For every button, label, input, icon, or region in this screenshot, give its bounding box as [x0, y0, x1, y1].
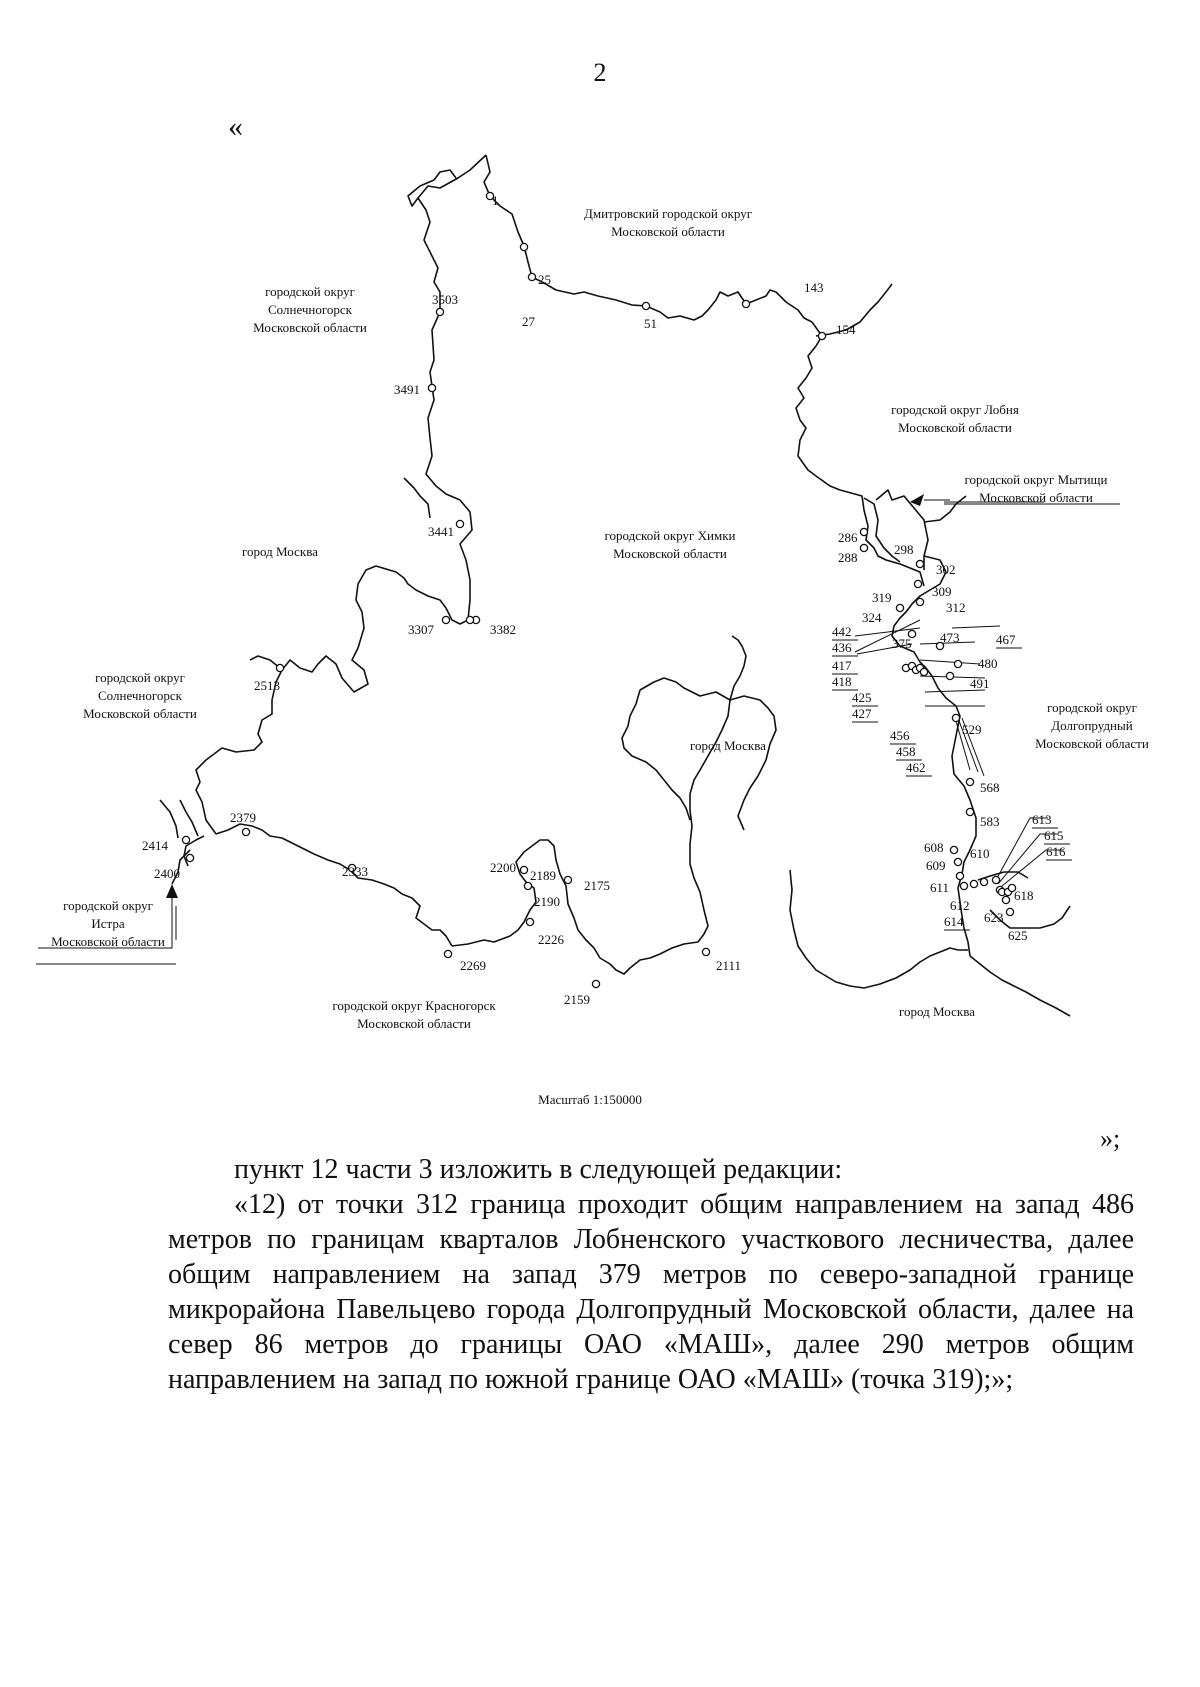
region-dolgoprudny-line3: Московской области	[1035, 736, 1149, 751]
page-number: 2	[593, 58, 607, 87]
region-dolgoprudny-line2: Долгопрудный	[1051, 718, 1133, 733]
region-istra-line2: Истра	[91, 916, 125, 931]
point-label: 625	[1008, 928, 1028, 943]
point-label: 154	[836, 322, 856, 337]
region-krasnogorsk-line2: Московской области	[357, 1016, 471, 1031]
point-label: 2400	[154, 866, 180, 881]
region-mytishchi-line1: городской округ Мытищи	[964, 472, 1108, 487]
point-label: 473	[940, 630, 960, 645]
region-solnechnogorsk-mid-line1: городской округ	[95, 670, 185, 685]
point-label: 1	[492, 193, 499, 208]
point-label: 615	[1044, 828, 1064, 843]
point-label: 2175	[584, 878, 610, 893]
closing-quote: »;	[1100, 1124, 1121, 1153]
point-label: 2513	[254, 678, 280, 693]
label-underlines	[36, 504, 1120, 964]
opening-quote: «	[228, 110, 243, 143]
region-solnechnogorsk-mid-line2: Солнечногорск	[98, 688, 182, 703]
point-label: 608	[924, 840, 944, 855]
point-label: 614	[944, 914, 964, 929]
point-label: 286	[838, 530, 858, 545]
point-label: 436	[832, 640, 852, 655]
point-label: 27	[522, 314, 535, 329]
point-label: 288	[838, 550, 858, 565]
region-solnechnogorsk-top-line3: Московской области	[253, 320, 367, 335]
region-lobnya-line2: Московской области	[898, 420, 1012, 435]
point-label: 3503	[432, 292, 458, 307]
region-mytishchi-line2: Московской области	[979, 490, 1093, 505]
point-label: 616	[1046, 844, 1066, 859]
point-label: 425	[852, 690, 872, 705]
point-label: 3382	[490, 622, 516, 637]
point-label: 417	[832, 658, 852, 673]
region-krasnogorsk-line1: городской округ Красногорск	[332, 998, 496, 1013]
point-label: 618	[1014, 888, 1034, 903]
point-label: 324	[862, 610, 882, 625]
region-lobnya-line1: городской округ Лобня	[891, 402, 1019, 417]
amendment-intro: пункт 12 части 3 изложить в следующей редакции:	[234, 1154, 843, 1185]
point-label: 2159	[564, 992, 590, 1007]
point-label: 2379	[230, 810, 256, 825]
point-label: 442	[832, 624, 852, 639]
point-label: 312	[946, 600, 966, 615]
point-label: 2269	[460, 958, 486, 973]
point-label: 613	[1032, 812, 1052, 827]
point-label: 2189	[530, 868, 556, 883]
point-label: 3441	[428, 524, 454, 539]
point-label: 610	[970, 846, 990, 861]
region-solnechnogorsk-top-line1: городской округ	[265, 284, 355, 299]
point-label: 456	[890, 728, 910, 743]
point-label: 2414	[142, 838, 168, 853]
point-label: 302	[936, 562, 956, 577]
point-label: 2200	[490, 860, 516, 875]
point-label: 2190	[534, 894, 560, 909]
point-label: 462	[906, 760, 926, 775]
point-label: 568	[980, 780, 1000, 795]
point-label: 375	[892, 636, 912, 651]
point-label: 480	[978, 656, 998, 671]
region-khimki-line1: городской округ Химки	[604, 528, 736, 543]
region-dmitrov-line1: Дмитровский городской округ	[583, 206, 753, 221]
point-label: 418	[832, 674, 852, 689]
point-label: 583	[980, 814, 1000, 829]
amendment-paragraph: «12) от точки 312 граница проходит общим направлением на запад 486 метров по границам кварталов Лобненского участкового лесничества, далее общим направлением на запад 379 метров по северо-западной границе микрорайона Павельцево города Долгопрудный Московской области, далее на север 86 метров до границы ОАО «МАШ», далее 290 метров общим направлением на запад по южной границе ОАО «МАШ» (точка 319);»;	[168, 1189, 1134, 1395]
point-label: 609	[926, 858, 946, 873]
point-label: 529	[962, 722, 982, 737]
region-solnechnogorsk-top-line2: Солнечногорск	[268, 302, 352, 317]
amendment-text	[168, 1152, 1134, 1397]
region-istra-line1: городской округ	[63, 898, 153, 913]
region-moscow-center: город Москва	[690, 738, 766, 753]
map-scale: Масштаб 1:150000	[538, 1092, 642, 1107]
point-label: 309	[932, 584, 952, 599]
point-label: 458	[896, 744, 916, 759]
point-label: 25	[538, 272, 551, 287]
point-label: 491	[970, 676, 990, 691]
point-label: 427	[852, 706, 872, 721]
region-moscow-south: город Москва	[899, 1004, 975, 1019]
point-label: 298	[894, 542, 914, 557]
point-label: 143	[804, 280, 824, 295]
point-label: 611	[930, 880, 950, 895]
point-label: 623	[984, 910, 1004, 925]
region-dmitrov-line2: Московской области	[611, 224, 725, 239]
region-moscow-west: город Москва	[242, 544, 318, 559]
region-istra-line3: Московской области	[51, 934, 165, 949]
point-label: 467	[996, 632, 1016, 647]
point-label: 2333	[342, 864, 368, 879]
point-label: 3491	[394, 382, 420, 397]
point-label: 319	[872, 590, 892, 605]
region-solnechnogorsk-mid-line3: Московской области	[83, 706, 197, 721]
point-label: 3307	[408, 622, 434, 637]
region-khimki-line2: Московской области	[613, 546, 727, 561]
point-label: 2226	[538, 932, 564, 947]
point-label: 51	[644, 316, 657, 331]
region-dolgoprudny-line1: городской округ	[1047, 700, 1137, 715]
point-label: 612	[950, 898, 970, 913]
point-label: 2111	[716, 958, 742, 973]
